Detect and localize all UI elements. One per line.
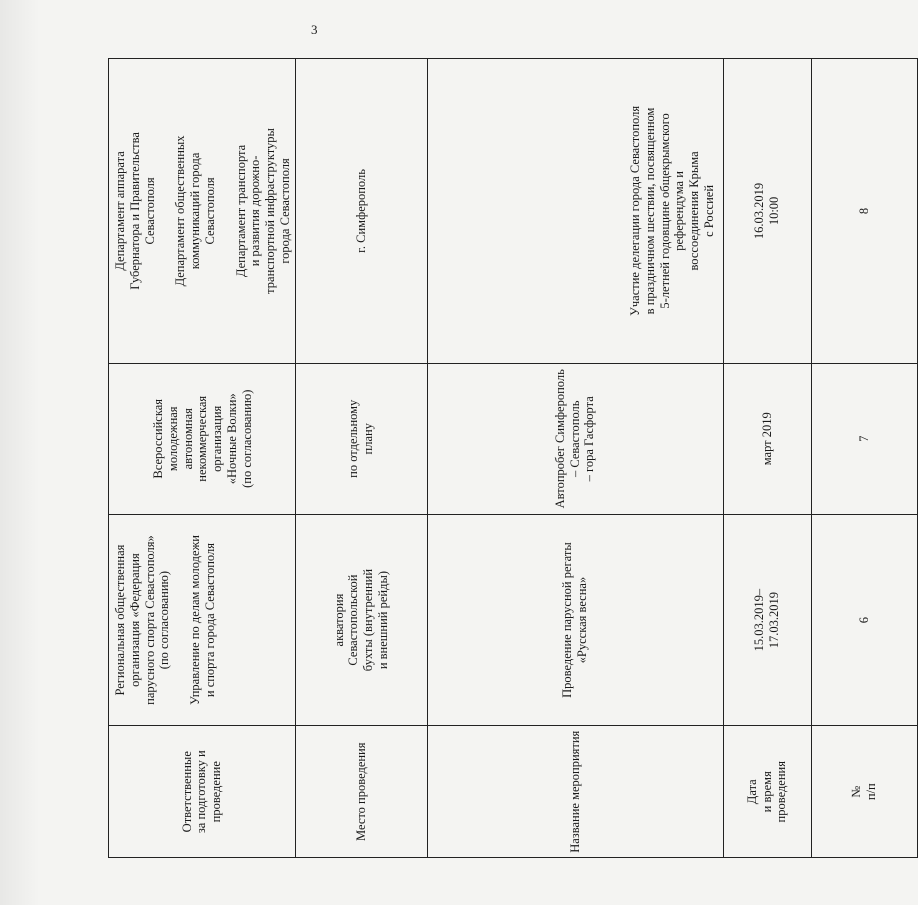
cell-row-7-num: 7	[811, 363, 917, 514]
cell-row-7-responsible	[109, 363, 296, 514]
header-place: Место проведения	[295, 726, 427, 858]
field-row-responsible	[109, 59, 296, 858]
responsible-entry: Управление по делам молодежи и спорта города Севастополя	[188, 535, 217, 706]
cell-row-7-event: Автопробег Симферополь – Севастополь – гора Гасфорта	[427, 363, 723, 514]
responsible-entry: Департамент аппарата Губернатора и Правительства Севастополя	[113, 132, 157, 290]
responsible-entry: Департамент общественных коммуникаций города Севастополя	[173, 135, 217, 287]
responsible-entry: Департамент транспорта и развития дорожно- транспортной инфраструктуры города Севастополя	[233, 128, 292, 294]
cell-row-6-responsible	[109, 514, 296, 726]
responsible-entry: Всероссийская молодежная автономная некоммерческая организация «Ночные Волки» (по согласованию)	[151, 389, 254, 488]
field-row-place	[295, 59, 427, 858]
cell-row-6-event: Проведение парусной регаты «Русская весна»	[427, 514, 723, 726]
cell-row-8-event: Участие делегации города Севастополя в праздничном шествии, посвященном 5-летней годовщине общекрымского референдума и воссоединения Крыма с Россией	[427, 59, 723, 364]
responsible-entry: Региональная общественная организация «Федерация парусного спорта Севастополя» (по согласованию)	[113, 535, 172, 705]
cell-row-6-num: 6	[811, 514, 917, 726]
header-num: № п/п	[811, 726, 917, 858]
cell-row-6-place: акватория Севастопольской бухты (внутренний и внешний рейды)	[295, 514, 427, 726]
page-number: 3	[311, 22, 318, 37]
field-row-event	[427, 59, 723, 858]
cell-row-8-place: г. Симферополь	[295, 59, 427, 364]
field-row-date	[723, 59, 811, 858]
cell-row-8-num: 8	[811, 59, 917, 364]
cell-row-8-date: 16.03.2019 10:00	[723, 59, 811, 364]
header-date: Дата и время проведения	[723, 726, 811, 858]
scan-margin-shadow	[0, 0, 40, 905]
cell-row-8-responsible	[109, 59, 296, 364]
rotated-table-container	[108, 58, 878, 858]
cell-row-6-date: 15.03.2019– 17.03.2019	[723, 514, 811, 726]
events-table	[108, 58, 918, 858]
cell-row-7-place: по отдельному плану	[295, 363, 427, 514]
cell-row-7-date: март 2019	[723, 363, 811, 514]
header-responsible: Ответственные за подготовку и проведение	[109, 726, 296, 858]
field-row-num	[811, 59, 917, 858]
header-event: Название мероприятия	[427, 726, 723, 858]
